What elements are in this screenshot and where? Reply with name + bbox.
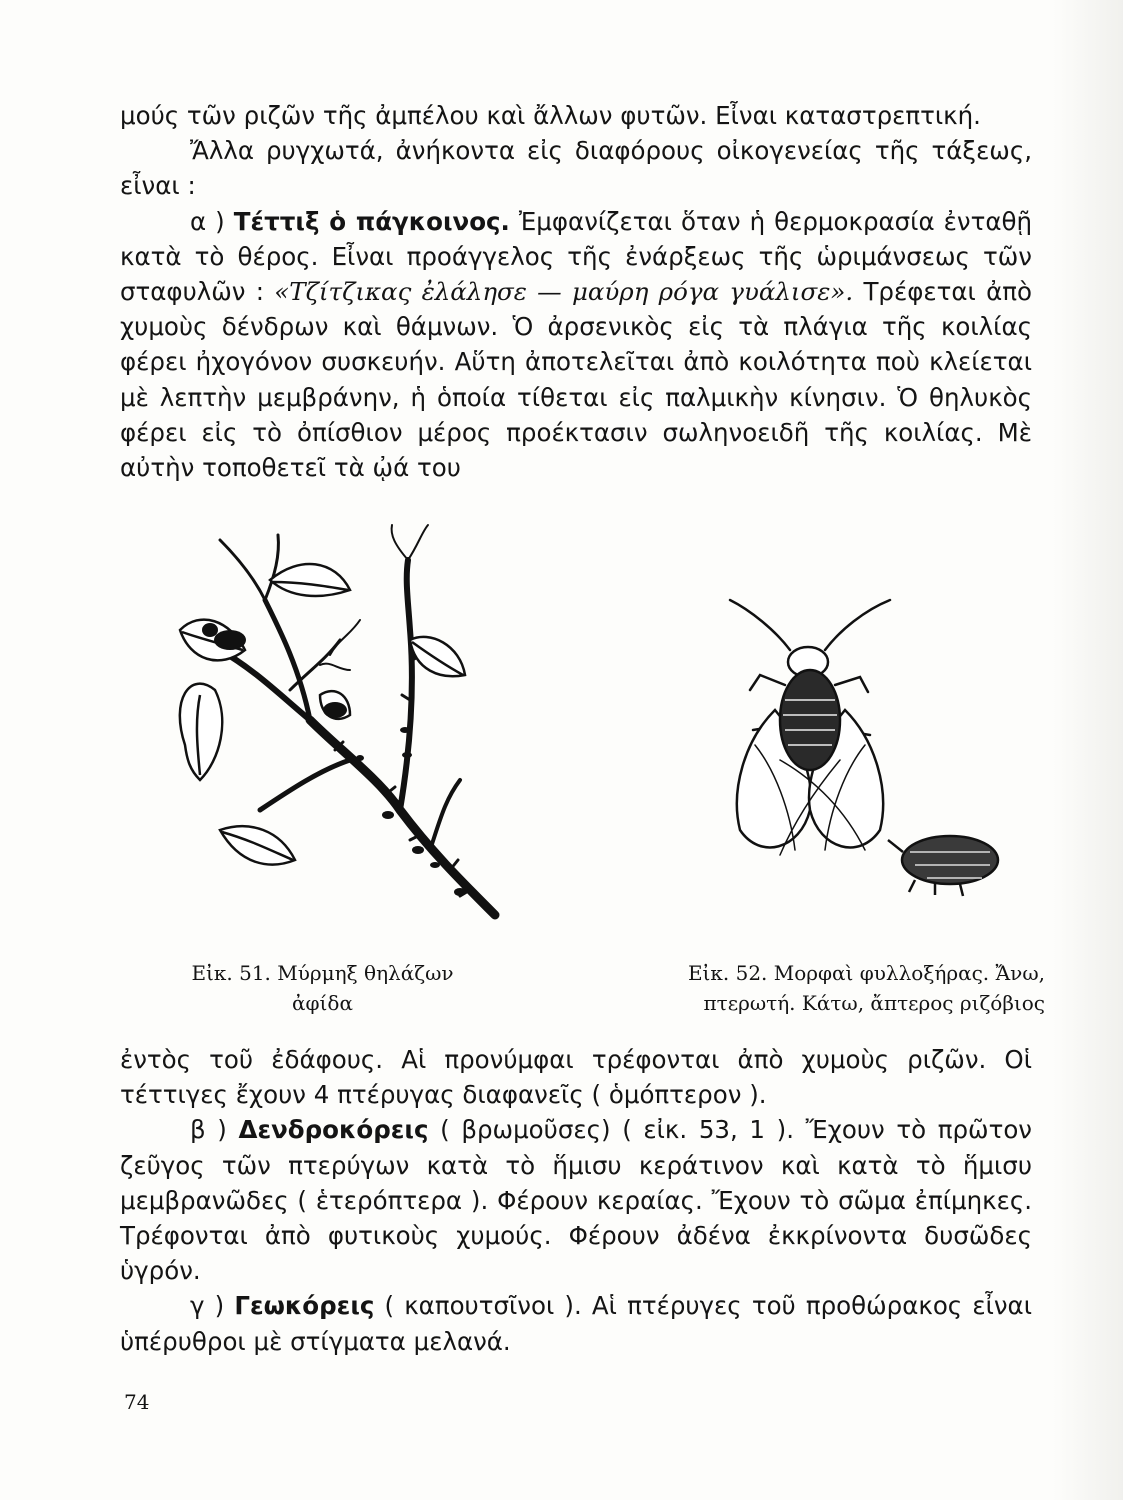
page-edge-shadow [1053,0,1123,1500]
phylloxera-forms-illustration [715,590,1015,900]
page-number: 74 [124,1390,150,1414]
alpha-label: α ) [190,206,225,236]
alpha-term: Τέττιξ ὁ πάγκοινος. [233,206,510,236]
paragraph-beta: β ) Δενδροκόρεις ( βρωμοῦσες) ( εἰκ. 53, 1 ). Ἔχουν τὸ πρῶτον ζεῦγος τῶν πτερύγων κατὰ τὸ ἥμισυ κεράτινον καὶ κατὰ τὸ ἥμισυ μεμβρανῶδες ( ἑτερόπτερα ). Φέρουν κεραίας. Ἔχουν τὸ σῶμα ἐπίμηκες. Τρέφονται ἀπὸ φυτικοὺς χυμούς. Φέρουν ἀδένα ἐκκρίνοντα δυσῶδες ὑγρόν. [120,1115,1032,1286]
paragraph-continuation: μούς τῶν ριζῶν τῆς ἀμπέλου καὶ ἄλλων φυτῶν. Εἶναι καταστρεπτική. [120,101,981,130]
beta-term: Δενδροκόρεις [238,1115,429,1145]
ant-aphid-branch-illustration [160,520,510,930]
paragraph-intro: Ἄλλα ρυγχωτά, ἀνήκοντα εἰς διαφόρους οἰκογενείας τῆς τάξεως, εἶναι : [120,136,1032,201]
folk-saying-quote: «Τζίτζικας ἐλάλησε — μαύρη ρόγα γυάλισε». [274,277,854,307]
paragraph-gamma: γ ) Γεωκόρεις ( καπουτσῖνοι ). Αἱ πτέρυγες τοῦ προθώρακος εἶναι ὑπέρυθροι μὲ στίγματα μελανά. [120,1291,1032,1356]
figure-52-caption: Εἰκ. 52. Μορφαὶ φυλλοξήρας. Ἄνω, πτερωτή. Κάτω, ἄπτερος ριζόβιος [687,961,1045,1015]
paragraph-continuation-2: ἐντὸς τοῦ ἐδάφους. Αἱ προνύμφαι τρέφονται ἀπὸ χυμοὺς ριζῶν. Οἱ τέττιγες ἔχουν 4 πτέρυγας διαφανεῖς ( ὁμόπτερον ). [120,1045,1032,1110]
bottom-text-block [120,1042,1032,1359]
paragraph-alpha: α ) Τέττιξ ὁ πάγκοινος. Ἐμφανίζεται ὅταν ἡ θερμοκρασία ἐνταθῇ κατὰ τὸ θέρος. Εἶναι προάγγελος τῆς ἐνάρξεως τῆς ὡριμάνσεως τῶν σταφυλῶν : «Τζίτζικας ἐλάλησε — μαύρη ρόγα γυάλισε». Τρέφεται ἀπὸ χυμοὺς δένδρων καὶ θάμνων. Ὁ ἀρσενικὸς εἰς τὰ πλάγια τῆς κοιλίας φέρει ἠχογόνον συσκευήν. Αὕτη ἀποτελεῖται ἀπὸ κοιλότητα ποὺ κλείεται μὲ λεπτὴν μεμβράνην, ἡ ὁποία τίθεται εἰς παλμικὴν κίνησιν. Ὁ θηλυκὸς φέρει εἰς τὸ ὀπίσθιον μέρος προέκτασιν σωληνοειδῆ τῆς κοιλίας. Μὲ αὐτὴν τοποθετεῖ τὰ ᾠά του [120,206,1032,483]
top-text-block [120,98,1032,485]
gamma-term: Γεωκόρεις [234,1291,375,1321]
figure-51-caption: Εἰκ. 51. Μύρμηξ θηλάζων ἀφίδα [191,961,454,1015]
